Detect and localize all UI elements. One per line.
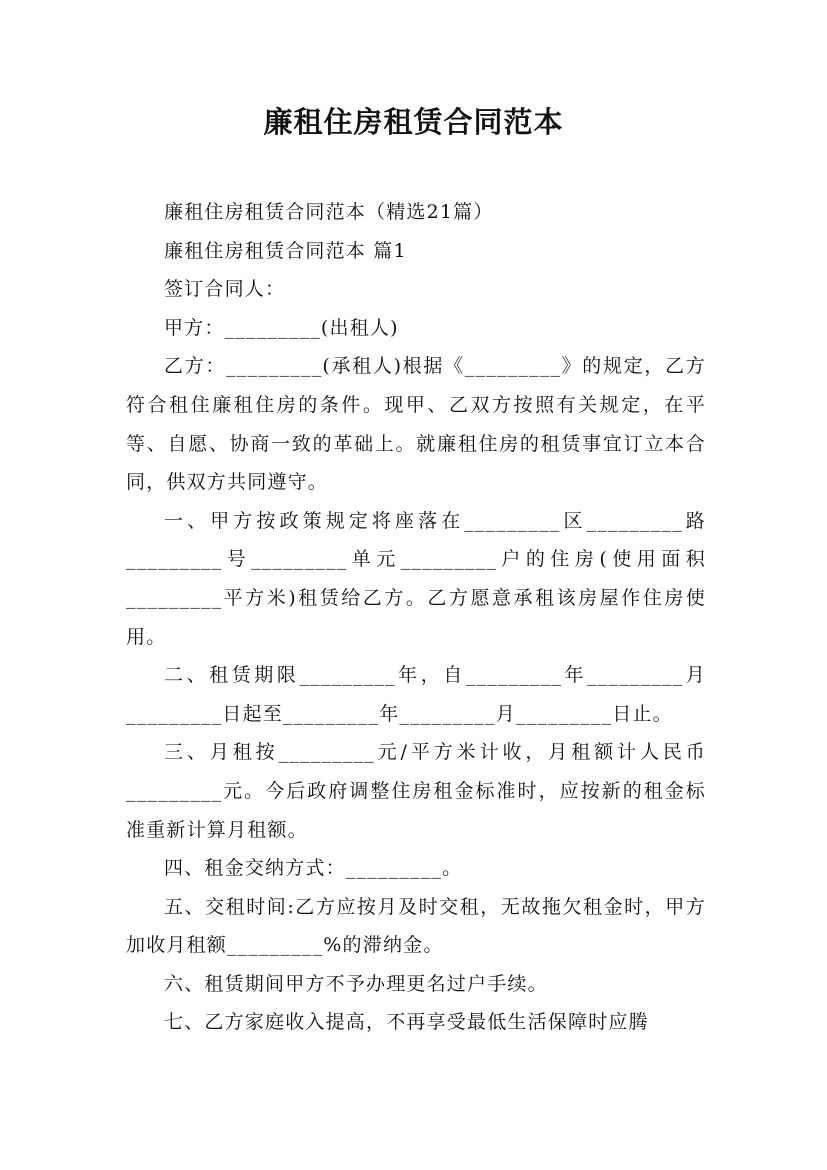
paragraph-clause-1: 一、甲方按政策规定将座落在_________区_________路_________号_________单元_________户的住房(使用面积_________平方米)租赁给乙方。乙方愿意承租该房屋作住房使用。 <box>126 509 706 648</box>
paragraph-clause-6: 六、租赁期间甲方不予办理更名过户手续。 <box>164 972 548 995</box>
document-body <box>126 193 706 1042</box>
paragraph-signatories: 签订合同人： <box>164 278 286 301</box>
paragraph-clause-2: 二、租赁期限_________年，自_________年_________月_________日起至_________年_________月_________日止。 <box>126 664 706 725</box>
paragraph-section-heading: 廉租住房租赁合同范本 篇1 <box>164 239 407 262</box>
paragraph-clause-4: 四、租金交纳方式：_________。 <box>164 857 463 880</box>
document-title: 廉租住房租赁合同范本 <box>263 105 564 139</box>
paragraph-clause-5: 五、交租时间:乙方应按月及时交租，无故拖欠租金时，甲方加收月租额_________%的滞纳金。 <box>126 895 706 957</box>
paragraph-clause-3: 三、月租按_________元/平方米计收，月租额计人民币_________元。今后政府调整住房租金标准时，应按新的租金标准重新计算月租额。 <box>126 741 706 841</box>
paragraph-party-b: 乙方：_________(承租人)根据《_________》的规定，乙方符合租住廉租住房的条件。现甲、乙双方按照有关规定，在平等、自愿、协商一致的革础上。就廉租住房的租赁事宜订立本合同，供双方共同遵守。 <box>126 355 706 494</box>
paragraph-party-a: 甲方：_________(出租人) <box>164 316 399 339</box>
paragraph-subtitle: 廉租住房租赁合同范本（精选21篇） <box>164 201 494 223</box>
paragraph-clause-7: 七、乙方家庭收入提高，不再享受最低生活保障时应腾 <box>164 1011 649 1034</box>
